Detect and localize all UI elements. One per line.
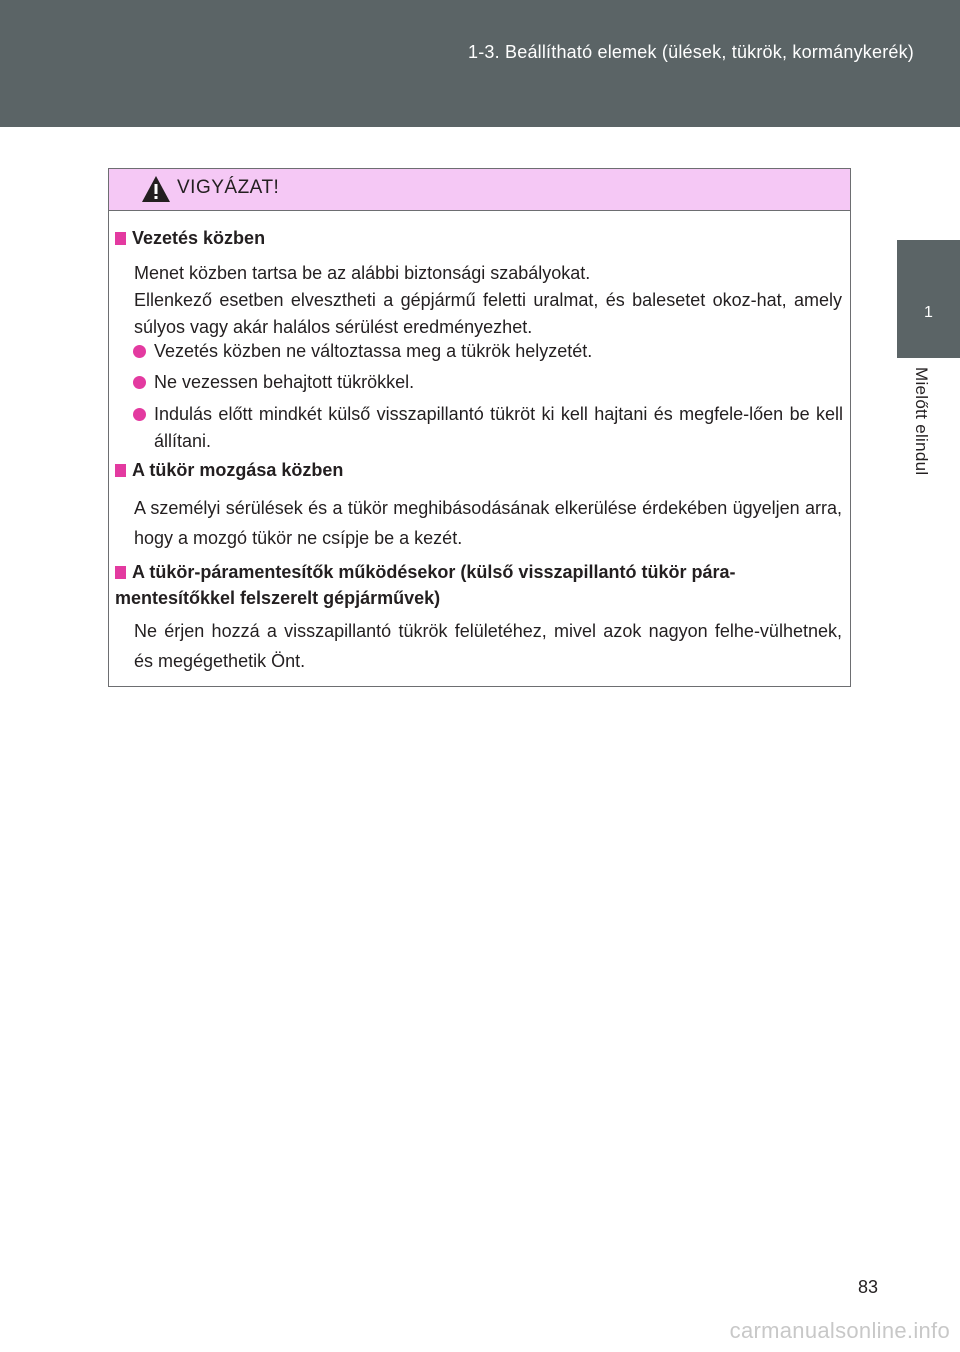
chapter-tab (897, 240, 960, 358)
chapter-number: 1 (924, 304, 933, 321)
warning-title: VIGYÁZAT! (177, 177, 280, 198)
list-item: Vezetés közben ne változtassa meg a tükrök helyzetét. (133, 338, 843, 365)
section-text: Ellenkező esetben elvesztheti a gépjármű feletti uralmat, és balesetet okoz-hat, amely súlyos vagy akár halálos sérülést eredményezhet. (134, 290, 842, 337)
chapter-title: 1-3. Beállítható elemek (ülések, tükrök, kormánykerék) (468, 42, 914, 62)
circle-bullet-icon (133, 376, 146, 389)
section-text: Menet közben tartsa be az alábbi biztonsági szabályokat. (134, 263, 591, 283)
warning-triangle-icon (141, 175, 171, 203)
warning-header (109, 169, 850, 211)
section-heading: Vezetés közben (115, 228, 265, 249)
header-bar (0, 0, 960, 127)
square-bullet-icon (115, 232, 126, 245)
watermark: carmanualsonline.info (729, 1318, 950, 1343)
circle-bullet-icon (133, 408, 146, 421)
list-item: Indulás előtt mindkét külső visszapillantó tükröt ki kell hajtani és megfele-lően be kell állítani. (133, 401, 843, 455)
section-heading: A tükör-páramentesítők működésekor (külső visszapillantó tükör pára-mentesítőkkel felszerelt gépjárművek) (115, 562, 736, 608)
chapter-label: Mielőtt elindul (912, 367, 931, 476)
list-item: Ne vezessen behajtott tükrökkel. (133, 369, 843, 396)
page-number: 83 (858, 1277, 879, 1297)
square-bullet-icon (115, 566, 126, 579)
square-bullet-icon (115, 464, 126, 477)
section-heading: A tükör mozgása közben (115, 460, 343, 481)
warning-box (108, 168, 851, 687)
circle-bullet-icon (133, 345, 146, 358)
section-text: Ne érjen hozzá a visszapillantó tükrök felületéhez, mivel azok nagyon felhe-vülhetnek, és megégethetik Önt. (134, 621, 842, 671)
section-text: A személyi sérülések és a tükör meghibásodásának elkerülése érdekében ügyeljen arra, hogy a mozgó tükör ne csípje be a kezét. (134, 498, 842, 548)
